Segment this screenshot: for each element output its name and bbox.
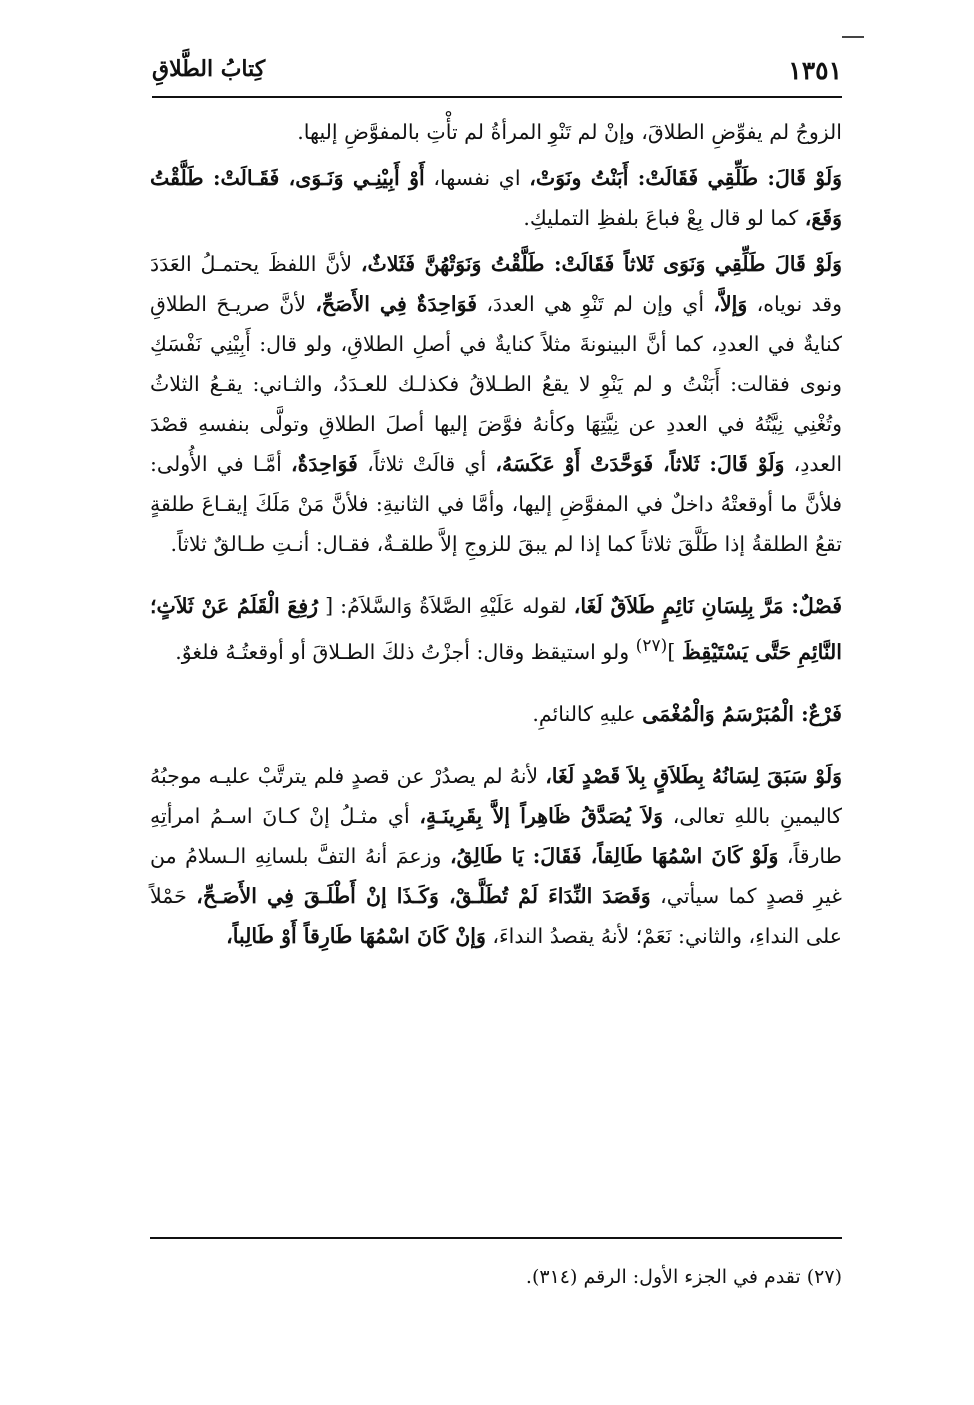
footnote-ref[interactable]: (٢٧) [635,636,668,656]
matn-text: وَلَوْ قَالَ: ثَلاثاً، فَوَحَّدَتْ أَوْ عَكَسَهُ، [495,452,785,476]
matn-text: وَإنْ كَانَ اسْمُهَا طَارِقاً أَوْ طَالِباً، [226,923,486,948]
paragraph-2 [150,158,842,238]
sharh-text: لأنهُ لم يصدُرْ عن قصدٍ فلم يترتَّبْ عليـه موجبُهُ كاليمينِ باللهِ تعالى، [150,763,842,828]
matn-text: فَرْعٌ: الْمُبَرْسَمُ وَالْمُغْمَى [642,701,842,726]
paragraph-6 [150,756,842,956]
page-header [152,52,842,98]
sharh-text: وزعمَ أنهُ التفَّ بلسانِهِ الـسلامُ من غيرِ قصدٍ كما سيأتي، [150,843,842,908]
sharh-text: لأنَّ صريـحَ الطلاقِ كنايةٌ في العددِ، كما أنَّ البينونةَ مثلاً كنايةٌ في أصلِ الطلاقِ، ولو قال: أَبِيْنِي نَفْسَكِ ونوى فقالت: أَبَنْتُ و لم يَنْوِ لا يقعُ الطـلاقُ فكذلـك للعـدَدُ، والثـاني: يقـعُ الثلاثُ وتُغْنِي نِيَّتُهُ في العددِ عن نِيَّتِهَا وكأنهُ فوَّضَ إليها أصلَ الطلاقِ وتولَّى بنفسهِ قصْدَ العددِ، [150,292,843,476]
matn-text: فَوَاحِدَةٌ فِي الأَصَحِّ، [315,292,478,316]
sharh-text: عليهِ كالنائمِ. [532,701,643,726]
sharh-text: أمَّـا في الأُولى: فلأنَّ ما أوقعتْهُ داخلٌ في المفوَّضِ إليها، وأمَّا في الثانيةِ: فلأنَّ مَنْ مَلَكَ إيقـاعَ طلقةٍ تقعُ الطلقةُ إذا طَلَّقَ ثلاثاً كما إذا لم يبقَ للزوجِ إلاَّ طلقـةٌ، فقـال: أنـتِ طـالقٌ ثلاثاً. [150,452,842,556]
paragraph-5 [150,694,842,734]
matn-text: وَلاَ يُصَدَّقُ ظَاهِراً إلاَّ بِقَرِينَـةٍ، [419,803,664,828]
matn-text: أَوْ أَبِيْنِـي وَنَـوَى، فَقَـالَتْ: طَلَّقْتُ وَقَعَ، [150,166,842,230]
matn-text: فَصْلٌ: مَرَّ بِلِسَانِ نَائِمٍ طَلاَقٌ لَغَا، [573,594,843,618]
matn-text: فَوَاحِدَةٌ، [290,452,358,476]
matn-text: وَلَوْ سَبَقَ لِسَانُهُ بِطَلاَقٍ بِلاَ قَصْدٍ لَغَا، [545,763,842,788]
footnote [150,1262,842,1292]
matn-text: وَلَوْ قَالَ طَلِّقِي وَنَوَى ثَلاثاً فَقَالَتْ: طَلَّقْتُ وَنَوَتْهُنَّ فَثَلاثٌ، [360,252,842,276]
footnote-text: (٢٧) تقدم في الجزء الأول: الرقم (٣١٤). [525,1266,842,1288]
paragraph-1-text: الزوجُ لم يفوِّضِ الطلاقَ، وإنْ لم تَنْوِ المرأةُ لم تأْتِ بالمفوَّضِ إليها. [297,120,842,144]
scan-mark-line [842,36,864,38]
sharh-text: لقوله عَلَيْهِ الصَّلاَةُ وَالسَّلاَمُ: [ [318,594,574,618]
hadith-text: رُفِعَ الْقَلَمُ عَنْ ثَلاَثٍ؛ النَّائِمِ حَتَّى يَسْتَيْقِظَ [150,594,842,664]
sharh-text: أي قالَتْ ثلاثاً، [357,452,496,476]
sharh-text: كما لو قال بِعْ فباعَ بلفظِ التمليكِ. [523,206,805,230]
matn-text: وَقَصَدَ النِّدَاءَ لَمْ تُطَلَّـقْ، وَكَـذَا إنْ أَطْلَـقَ فِي الأَصَـحِّ، [196,883,651,908]
sharh-text: اي نفسها، [424,166,530,190]
matn-text: وَلَوْ قَالَ: طَلِّقِي فَقَالَتْ: أَبَنْتُ ونَوَتْ، [529,166,842,190]
main-text [150,112,842,956]
matn-text: وَإلاَّ، [713,292,748,316]
paragraph-4 [150,586,842,672]
sharh-text: أي مثـلُ إنْ كـانَ اسـمُ امرأتِهِ طارقاً، [150,803,842,868]
sharh-text: ] [667,639,682,664]
book-title: كِتابُ الطَّلاقِ [152,56,266,82]
paragraph-3 [150,244,842,564]
sharh-text: ولو استيقظ وقال: أجزْتُ ذلكَ الطـلاقَ أو أوقعتُـهُ فلغوٌ. [175,639,636,664]
sharh-text: حَمْلاً على النداءِ، والثاني: نَعَمْ؛ لأنهُ يقصدُ النداءَ، [150,883,842,948]
sharh-text: أي وإن لم تَنْوِ هي العددَ، [477,292,714,316]
sharh-text: لأنَّ اللفظَ يحتمـلُ العَدَدَ وقد نوياه، [150,252,842,316]
footnote-divider [150,1237,842,1239]
paragraph-1 [150,112,842,152]
page-number: ١٣٥١ [788,56,842,85]
matn-text: وَلَوْ كَانَ اسْمُهَا طَالِقاً، فَقَالَ: يَا طَالِقُ، [449,843,779,868]
